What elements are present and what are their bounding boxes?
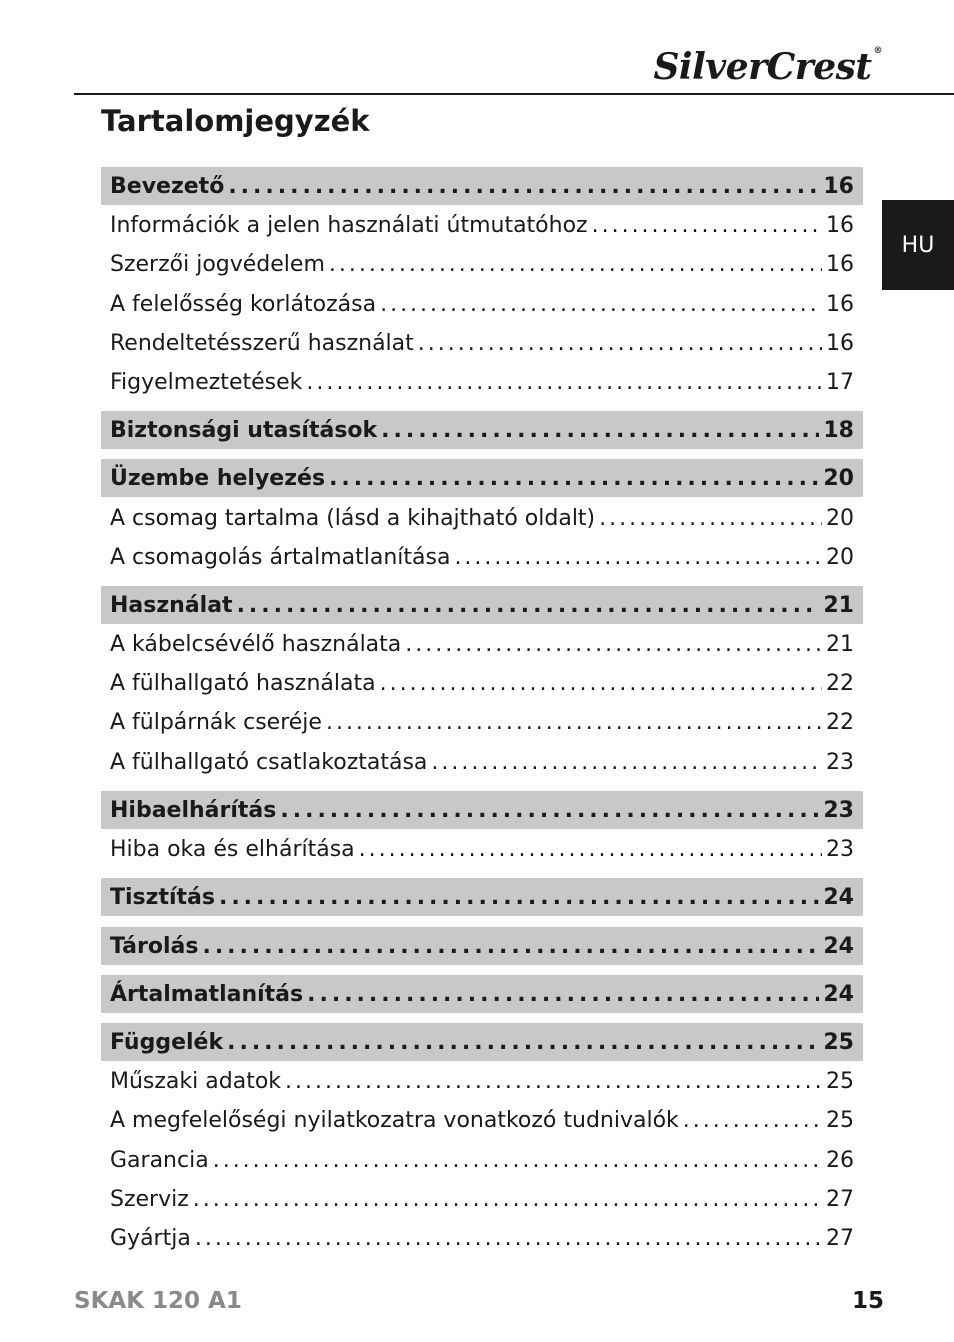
toc-entry-row <box>101 363 863 402</box>
toc-page-number: 16 <box>826 292 854 317</box>
toc-label: Információk a jelen használati útmutatóhoz <box>110 213 588 238</box>
toc-leader-dots <box>380 292 822 317</box>
language-tab: HU <box>882 200 954 290</box>
toc-section-row <box>101 586 863 624</box>
toc-label: A csomagolás ártalmatlanítása <box>110 545 451 570</box>
toc-section-row <box>101 459 863 497</box>
toc-leader-dots <box>306 370 822 395</box>
toc-entry-row <box>101 285 863 324</box>
toc-section-row <box>101 975 863 1013</box>
toc-leader-dots <box>418 331 822 356</box>
toc-page-number: 18 <box>823 417 854 443</box>
toc-page-number: 25 <box>826 1069 854 1094</box>
toc-page-number: 16 <box>826 252 854 277</box>
toc-label: Ártalmatlanítás <box>110 981 304 1007</box>
page-title: Tartalomjegyzék <box>101 104 370 138</box>
toc-page-number: 24 <box>823 933 854 959</box>
toc-entry-row <box>101 324 863 363</box>
registered-mark: ® <box>873 46 882 56</box>
toc-leader-dots <box>454 545 822 570</box>
toc-label: Bevezető <box>110 173 225 199</box>
toc-leader-dots <box>280 798 819 823</box>
toc-label: A kábelcsévélő használata <box>110 632 402 657</box>
toc-label: A fülhallgató csatlakoztatása <box>110 750 428 775</box>
toc-entry-row <box>101 664 863 703</box>
toc-leader-dots <box>228 174 819 199</box>
toc-entry-row <box>101 830 863 869</box>
toc-leader-dots <box>285 1069 822 1094</box>
toc-label: Gyártja <box>110 1226 191 1251</box>
toc-label: Hibaelhárítás <box>110 797 277 823</box>
toc-page-number: 23 <box>826 837 854 862</box>
footer-page-number: 15 <box>851 1288 884 1314</box>
header-rule <box>74 93 954 95</box>
toc-leader-dots <box>213 1148 822 1173</box>
toc-section-row <box>101 927 863 965</box>
toc-leader-dots <box>202 934 819 959</box>
toc-label: A fülhallgató használata <box>110 671 376 696</box>
toc-entry-row <box>101 538 863 577</box>
toc-page-number: 17 <box>826 370 854 395</box>
toc-leader-dots <box>380 671 822 696</box>
toc-entry-row <box>101 1180 863 1219</box>
toc-leader-dots <box>683 1108 822 1133</box>
toc-leader-dots <box>329 252 822 277</box>
toc-leader-dots <box>329 466 819 491</box>
toc-page-number: 23 <box>823 797 854 823</box>
toc-page-number: 20 <box>826 506 854 531</box>
toc-label: A csomag tartalma (lásd a kihajtható oldalt) <box>110 506 596 531</box>
toc-entry-row <box>101 1101 863 1140</box>
toc-entry-row <box>101 499 863 538</box>
toc-leader-dots <box>381 418 819 443</box>
toc-leader-dots <box>195 1226 822 1251</box>
toc-leader-dots <box>599 506 822 531</box>
toc-page-number: 21 <box>823 592 854 618</box>
toc-leader-dots <box>219 885 819 910</box>
toc-section-row <box>101 1023 863 1061</box>
toc-label: A fülpárnák cseréje <box>110 710 322 735</box>
toc-label: Üzembe helyezés <box>110 465 326 491</box>
toc-label: Biztonsági utasítások <box>110 417 378 443</box>
toc-leader-dots <box>237 593 820 618</box>
toc-label: Műszaki adatok <box>110 1069 282 1094</box>
toc-leader-dots <box>359 837 822 862</box>
toc-label: Garancia <box>110 1148 209 1173</box>
toc-leader-dots <box>193 1187 822 1212</box>
toc-label: A felelősség korlátozása <box>110 292 377 317</box>
toc-entry-row <box>101 703 863 742</box>
toc-label: Szerviz <box>110 1187 189 1212</box>
toc-page-number: 22 <box>826 710 854 735</box>
toc-label: Használat <box>110 592 233 618</box>
toc-leader-dots <box>592 213 822 238</box>
toc-section-row <box>101 791 863 829</box>
toc-page-number: 20 <box>823 465 854 491</box>
silvercrest-logo <box>653 46 882 88</box>
toc-label: Rendeltetésszerű használat <box>110 331 414 356</box>
toc-page-number: 24 <box>823 981 854 1007</box>
footer-model: SKAK 120 A1 <box>74 1288 242 1314</box>
toc-entry-row <box>101 1141 863 1180</box>
toc-page-number: 26 <box>826 1148 854 1173</box>
toc-page-number: 25 <box>826 1108 854 1133</box>
toc-label: Hiba oka és elhárítása <box>110 837 355 862</box>
toc-page-number: 20 <box>826 545 854 570</box>
toc-label: Szerzői jogvédelem <box>110 252 325 277</box>
toc-page-number: 27 <box>826 1187 854 1212</box>
toc-page-number: 27 <box>826 1226 854 1251</box>
toc-leader-dots <box>405 632 822 657</box>
toc-page-number: 25 <box>823 1029 854 1055</box>
toc-entry-row <box>101 1219 863 1258</box>
toc-section-row <box>101 167 863 205</box>
toc-leader-dots <box>227 1030 819 1055</box>
toc-entry-row <box>101 625 863 664</box>
toc-entry-row <box>101 206 863 245</box>
toc-label: Figyelmeztetések <box>110 370 303 395</box>
toc-page-number: 23 <box>826 750 854 775</box>
toc-label: A megfelelőségi nyilatkozatra vonatkozó tudnivalók <box>110 1108 679 1133</box>
toc-section-row <box>101 411 863 449</box>
toc-label: Függelék <box>110 1029 224 1055</box>
toc-page-number: 24 <box>823 884 854 910</box>
toc-page-number: 21 <box>826 632 854 657</box>
toc-entry-row <box>101 743 863 782</box>
toc-label: Tárolás <box>110 933 199 959</box>
toc-entry-row <box>101 245 863 284</box>
toc-leader-dots <box>326 710 822 735</box>
toc-page-number: 22 <box>826 671 854 696</box>
toc-page-number: 16 <box>826 331 854 356</box>
logo-text: SilverCrest <box>653 46 872 88</box>
toc-entry-row <box>101 1062 863 1101</box>
toc-leader-dots <box>431 750 822 775</box>
toc-page-number: 16 <box>823 173 854 199</box>
toc-leader-dots <box>307 982 819 1007</box>
toc-section-row <box>101 878 863 916</box>
toc-label: Tisztítás <box>110 884 215 910</box>
toc-page-number: 16 <box>826 213 854 238</box>
